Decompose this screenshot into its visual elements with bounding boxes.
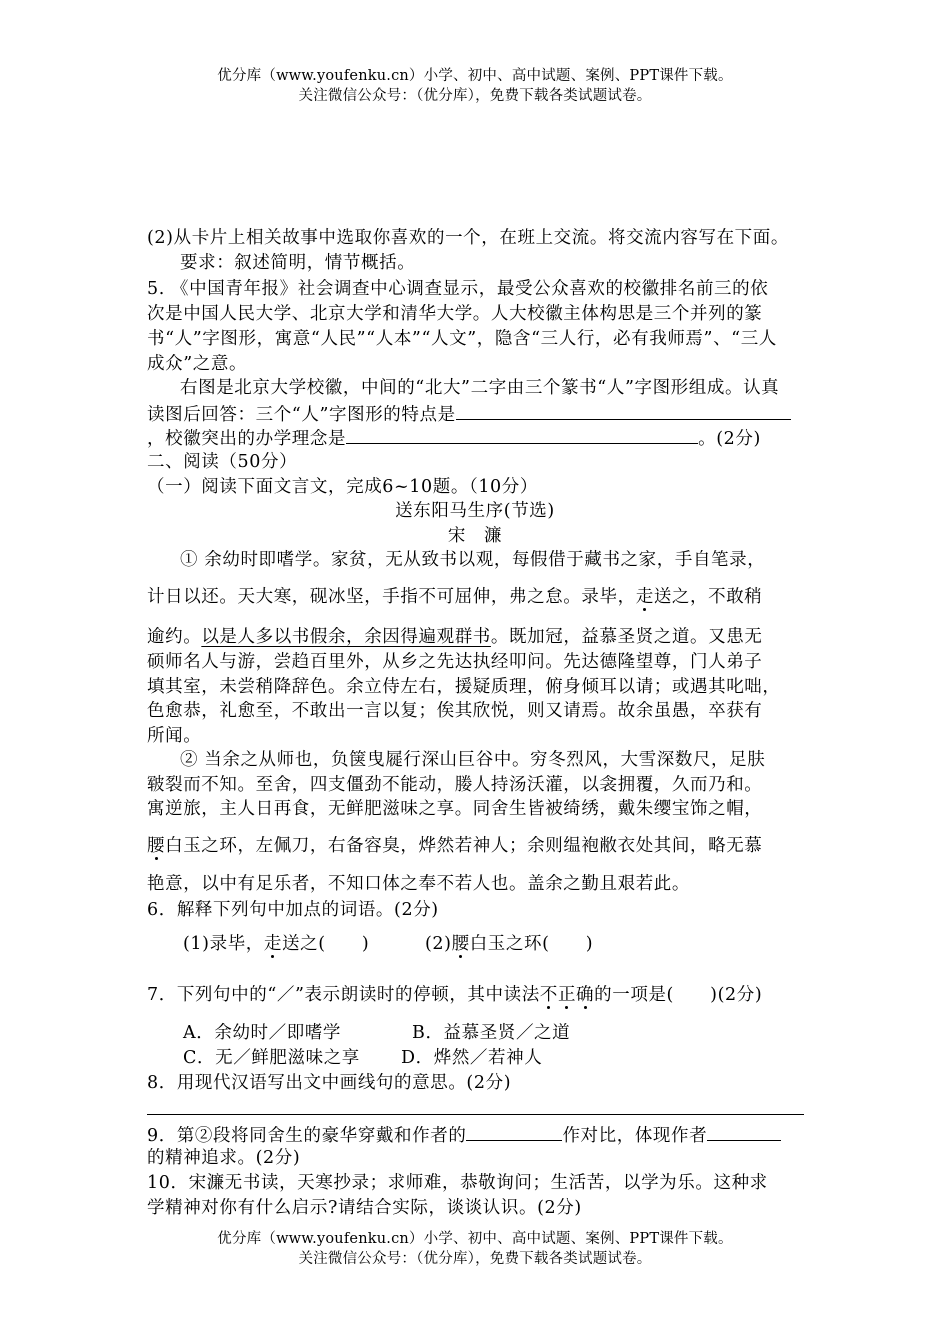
q9-text: 9．第②段将同舍生的豪华穿戴和作者的 — [147, 1126, 467, 1146]
q7-text: 的一项是( )(2分) — [594, 985, 763, 1005]
dotted-char: 走 — [635, 587, 654, 607]
q5-line2: 次是中国人民大学、北京大学和清华大学。人大校徽主体构思是三个并列的篆 — [147, 304, 763, 324]
passage-text: 白玉之环，左佩刀，右备容臭，烨然若神人；余则缊袍敝衣处其间，略无慕 — [165, 836, 763, 856]
q5-points: 。(2分) — [698, 429, 761, 449]
page-header-line2: 关注微信公众号：（优分库），免费下载各类试题试卷。 — [298, 88, 652, 104]
q5-line6-text: 读图后回答：三个“人”字图形的特点是 — [147, 405, 456, 425]
answer-blank-q9-2[interactable] — [707, 1122, 781, 1141]
q10-line2: 学精神对你有什么启示?请结合实际，谈谈认识。(2分) — [147, 1198, 582, 1218]
dotted-char: 腰 — [147, 836, 166, 856]
dotted-char: 确 — [576, 985, 595, 1005]
q7-option-c[interactable]: C．无／鲜肥滋味之享 — [183, 1048, 360, 1068]
q4-2-prompt: (2)从卡片上相关故事中选取你喜欢的一个，在班上交流。将交流内容写在下面。 — [147, 228, 789, 248]
dotted-char: 腰 — [451, 934, 470, 954]
page-footer-line1: 优分库（www.youfenku.cn）小学、初中、高中试题、案例、PPT课件下载。 — [217, 1231, 733, 1247]
passage-p1-line7: 所闻。 — [147, 726, 202, 746]
dotted-char: 不 — [539, 985, 558, 1005]
passage-text: 逾约。 — [147, 627, 202, 647]
passage-p1-line4: 硕师名人与游，尝趋百里外，从乡之先达执经叩问。先达德隆望尊，门人弟子 — [147, 652, 763, 672]
q7-text: 7．下列句中的“／”表示朗读时的停顿，其中读法 — [147, 985, 540, 1005]
q6-item2-answer[interactable]: 白玉之环( ) — [469, 934, 594, 954]
q6-prompt: 6．解释下列句中加点的词语。(2分) — [147, 900, 439, 920]
q7-option-b[interactable]: B．益慕圣贤／之道 — [412, 1023, 571, 1043]
q5-line1: 5. 《中国青年报》社会调查中心调查显示，最受公众喜欢的校徽排名前三的依 — [147, 279, 769, 299]
q6-item1-answer[interactable]: 送之( ) — [282, 934, 370, 954]
passage-p1-line6: 色愈恭，礼愈至，不敢出一言以复；俟其欣悦，则又请焉。故余虽愚，卒获有 — [147, 701, 763, 721]
q7-prompt — [147, 983, 762, 1007]
q8-answer-line[interactable] — [147, 1114, 804, 1115]
passage-title: 送东阳马生序(节选) — [395, 501, 555, 521]
passage-text: 计日以还。天大寒，砚冰坚，手指不可屈伸，弗之怠。录毕， — [147, 587, 636, 607]
passage-text: 。既加冠，益慕圣贤之道。又患无 — [490, 627, 763, 647]
passage-p1-line2 — [147, 585, 762, 609]
passage-p1-line3 — [147, 625, 762, 649]
section-title: 二、阅读（50分） — [147, 452, 298, 472]
passage-text: 送之，不敢稍 — [653, 587, 763, 607]
q5-line4: 成众”之意。 — [147, 354, 248, 374]
answer-blank-philosophy[interactable] — [346, 425, 698, 444]
q5-line3: 书“人”字图形，寓意“人民”“人本”“人文”，隐含“三人行，必有我师焉”、“三人 — [147, 329, 777, 349]
q6-item2 — [425, 932, 593, 956]
passage-p2-line3: 寓逆旅，主人日再食，无鲜肥滋味之享。同舍生皆被绮绣，戴朱缨宝饰之帽， — [147, 799, 763, 819]
page-footer-line2: 关注微信公众号：（优分库），免费下载各类试题试卷。 — [298, 1251, 652, 1267]
q8-prompt: 8．用现代汉语写出文中画线句的意思。(2分) — [147, 1073, 512, 1093]
underlined-sentence: 以是人多以书假余，余因得遍观群书 — [201, 627, 491, 647]
passage-p2-line1: ② 当余之从师也，负箧曳屣行深山巨谷中。穷冬烈风，大雪深数尺，足肤 — [180, 750, 766, 770]
q6-item1 — [183, 932, 369, 956]
q5-line7-text: ，校徽突出的办学理念是 — [147, 429, 347, 449]
passage-author: 宋 濂 — [447, 526, 503, 546]
q5-line6 — [147, 401, 791, 427]
dotted-char: 走 — [263, 934, 282, 954]
q4-2-requirement: 要求：叙述简明，情节概括。 — [180, 253, 416, 273]
passage-p2-line5: 艳意，以中有足乐者，不知口体之奉不若人也。盖余之勤且艰若此。 — [147, 874, 690, 894]
q7-option-a[interactable]: A．余幼时／即嗜学 — [183, 1023, 342, 1043]
section-part1: （一）阅读下面文言文，完成6~10题。（10分） — [147, 477, 538, 497]
passage-p1-line5: 填其室，未尝稍降辞色。余立侍左右，援疑质理，俯身倾耳以请；或遇其叱咄， — [147, 677, 781, 697]
q7-option-d[interactable]: D．烨然／若神人 — [401, 1048, 543, 1068]
answer-blank-q9-1[interactable] — [466, 1122, 562, 1141]
passage-p2-line2: 皲裂而不知。至舍，四支僵劲不能动，媵人持汤沃灌，以衾拥覆，久而乃和。 — [147, 775, 763, 795]
q9-text: 作对比，体现作者 — [562, 1126, 708, 1146]
q10-line1: 10．宋濂无书读，天寒抄录；求师难，恭敬询问；生活苦，以学为乐。这种求 — [147, 1173, 768, 1193]
q5-line7 — [147, 425, 761, 451]
dotted-char: 正 — [557, 985, 577, 1005]
passage-p2-line4 — [147, 834, 762, 858]
q6-item1-text: (1)录毕， — [183, 934, 264, 954]
q5-line5: 右图是北京大学校徽，中间的“北大”二字由三个篆书“人”字图形组成。认真 — [180, 378, 780, 398]
q9-line1 — [147, 1122, 781, 1148]
page-header-line1: 优分库（www.youfenku.cn）小学、初中、高中试题、案例、PPT课件下载。 — [217, 68, 733, 84]
passage-p1-line1: ① 余幼时即嗜学。家贫，无从致书以观，每假借于藏书之家，手自笔录， — [180, 550, 766, 570]
q6-item2-text: (2) — [425, 934, 452, 954]
q9-line2: 的精神追求。(2分) — [147, 1148, 301, 1168]
answer-blank-feature[interactable] — [456, 401, 791, 420]
